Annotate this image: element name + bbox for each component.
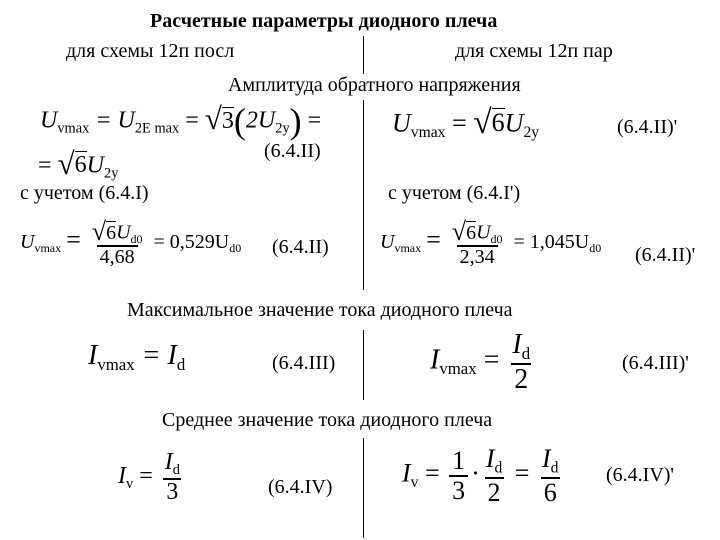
note-with-6-4-I-prime: с учетом (6.4.I') (388, 182, 521, 204)
column-divider-2 (363, 100, 364, 290)
page-title: Расчетные параметры диодного плеча (150, 10, 498, 32)
note-with-6-4-I: с учетом (6.4.I) (20, 182, 149, 204)
equation-label-6-4-II-second: (6.4.II) (272, 236, 329, 258)
formula-u-vmax-right: $U_{vmax} = √6U_{2y}$ (392, 104, 540, 141)
equation-label-6-4-III: (6.4.III) (272, 352, 336, 374)
formula-i-vmax-left: $I_{vmax} = I_d$ (88, 340, 186, 374)
equation-label-6-4-II-prime: (6.4.II)' (617, 116, 678, 138)
column-left-heading: для схемы 12п посл (66, 40, 235, 62)
column-right-heading: для схемы 12п пар (455, 40, 613, 62)
column-divider-4 (363, 438, 364, 538)
formula-u-vmax-right-result: $U_{vmax}$ = $\frac{√6U_{d0}}{2,34}$ = $1,045U_{d0}$ (380, 217, 602, 269)
section-avg-current-heading: Среднее значение тока диодного плеча (162, 409, 493, 431)
equation-label-6-4-IV: (6.4.IV) (268, 476, 333, 498)
formula-u-vmax-left-result: $U_{vmax}$ = $\frac{√6U_{d0}}{4,68}$ = $0,529U_{d0}$ (20, 217, 242, 269)
formula-u-vmax-left: $U_{vmax} = U_{2E max} = √3(2U_{2y})$ = (40, 101, 322, 141)
column-divider-3 (363, 330, 364, 400)
formula-i-v-left: $I_v$ = $\frac{I_d}{3}$ (118, 449, 180, 506)
section-max-current-heading: Максимальное значение тока диодного плеча (127, 299, 513, 321)
equation-label-6-4-IV-prime: (6.4.IV)' (606, 464, 675, 486)
equation-label-6-4-II-prime-second: (6.4.II)' (635, 244, 696, 266)
equation-label-6-4-III-prime: (6.4.III)' (622, 352, 689, 374)
equation-label-6-4-II: (6.4.II) (264, 140, 321, 162)
formula-u-vmax-left-continued: = $√6U_{2y}$ (38, 146, 119, 182)
section-reverse-voltage-heading: Амплитуда обратного напряжения (228, 74, 521, 96)
formula-i-vmax-right: $I_{vmax}$ = $\frac{I_d}{2}$ (430, 329, 531, 395)
formula-i-v-right: $I_v$ = $\frac{1}{3}$ · $\frac{I_d}{2}$ = $\frac{I_d}{6}$ (402, 444, 559, 507)
column-divider-1 (363, 36, 364, 74)
